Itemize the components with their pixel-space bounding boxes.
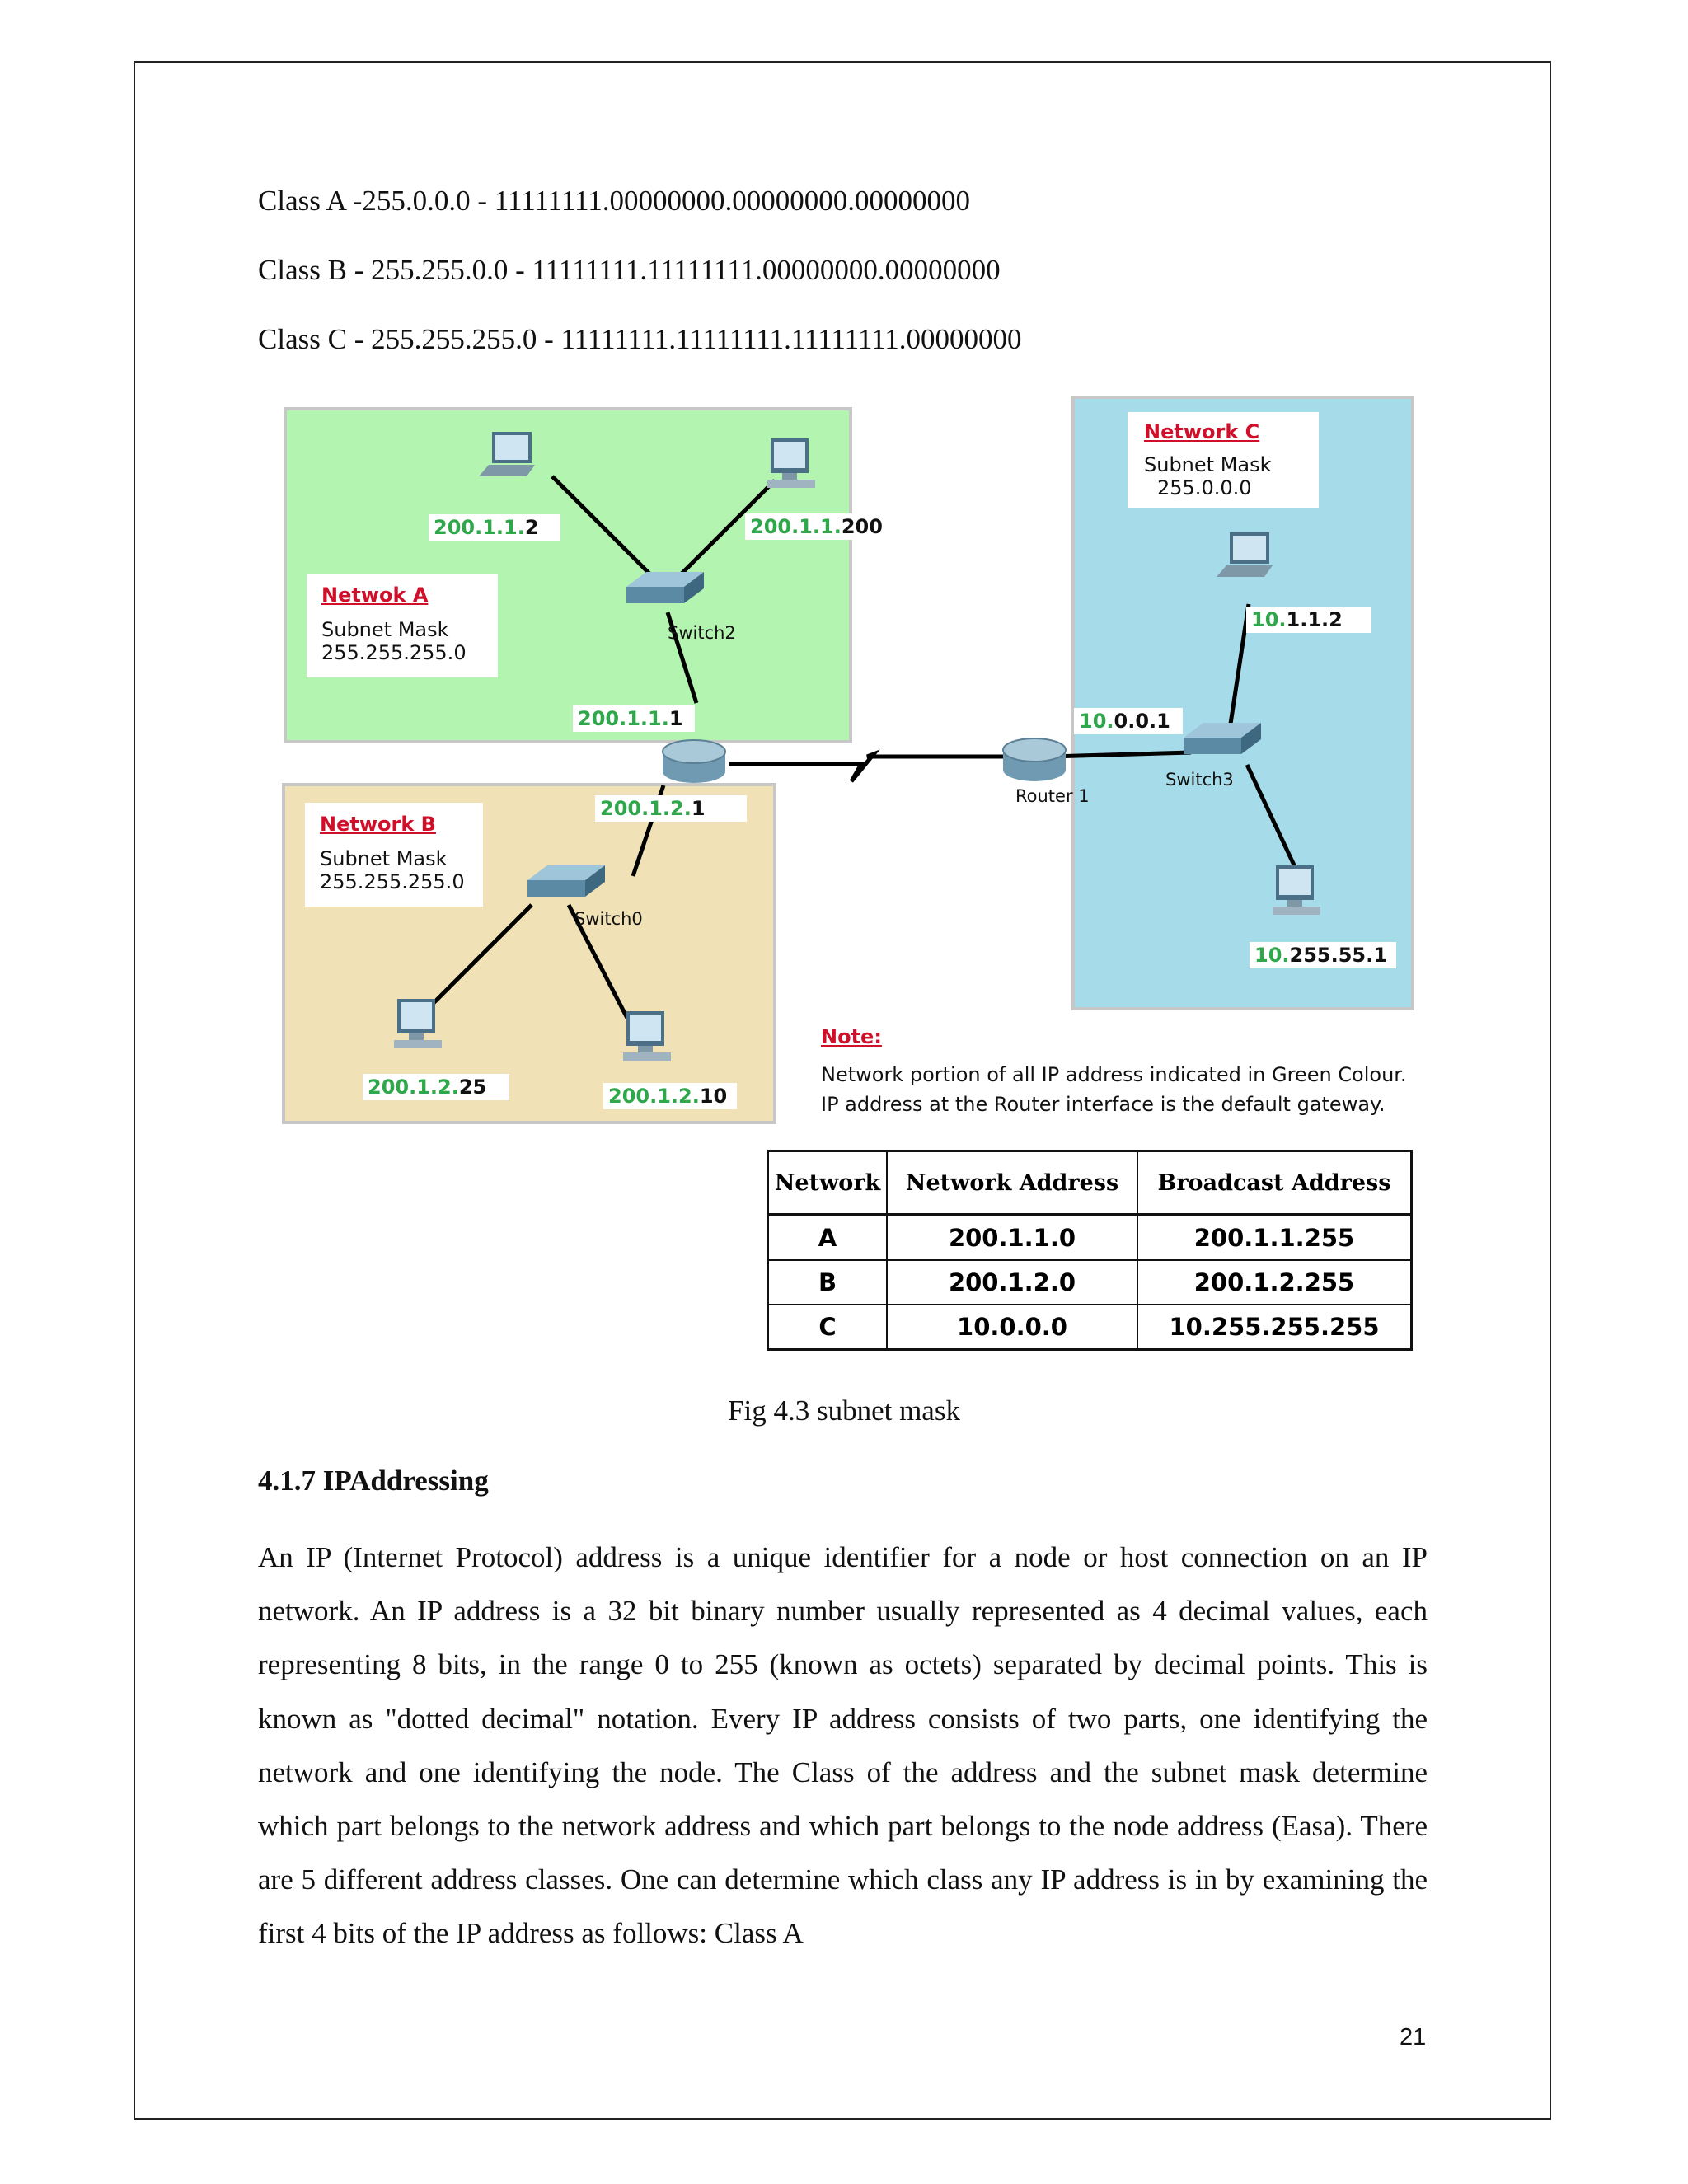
network-b-label xyxy=(305,803,483,907)
table-header: Network Address xyxy=(887,1151,1137,1216)
section-heading: 4.1.7 IPAddressing xyxy=(258,1465,489,1497)
table-cell: 200.1.2.0 xyxy=(887,1260,1137,1305)
figure-caption: Fig 4.3 subnet mask xyxy=(728,1394,960,1427)
table-cell: C xyxy=(768,1305,888,1350)
page-number: 21 xyxy=(1400,2024,1427,2050)
table-cell: A xyxy=(768,1215,888,1260)
link-router0-router1-serial xyxy=(729,754,1004,781)
network-diagram xyxy=(280,394,1418,1383)
ip-label-a-pc2: 200.1.1.200 xyxy=(745,513,874,540)
switch-icon xyxy=(1175,718,1266,767)
address-table xyxy=(767,1150,1413,1351)
link-a-pc1-switch2 xyxy=(552,476,655,579)
switch3-label: Switch3 xyxy=(1165,770,1234,790)
table-cell: 200.1.2.255 xyxy=(1137,1260,1412,1305)
laptop-icon xyxy=(1212,527,1278,593)
switch-icon xyxy=(618,567,709,616)
note-title: Note: xyxy=(821,1025,882,1048)
network-a-mask-label: Subnet Mask xyxy=(321,618,449,641)
switch2-label: Switch2 xyxy=(668,623,736,643)
class-b-mask-line: Class B - 255.255.0.0 - 11111111.11111111.00000000.00000000 xyxy=(258,254,1001,286)
router-icon xyxy=(657,733,731,791)
router-icon xyxy=(997,732,1071,790)
table-cell: 200.1.1.255 xyxy=(1137,1215,1412,1260)
network-c-label xyxy=(1128,412,1319,508)
network-b-title: Network B xyxy=(320,813,436,836)
table-cell: B xyxy=(768,1260,888,1305)
switch0-label: Switch0 xyxy=(574,909,643,929)
body-paragraph: An IP (Internet Protocol) address is a unique identifier for a node or host connection on an IP network. An IP address is a 32 bit binary number usually represented as 4 decimal values, each representing 8 bits, in the range 0 to 255 (known as octets) separated by decimal points. This is known as "dotted decimal" notation. Every IP address consists of two parts, one identifying the network and one identifying the node. The Class of the address and the subnet mask determine which part belongs to the network address and which part belongs to the node address (Easa). There are 5 different address classes. One can determine which class any IP address is in by examining the first 4 bits of the IP address as follows: Class A xyxy=(258,1541,1428,1950)
network-a-mask: 255.255.255.0 xyxy=(321,641,467,664)
table-cell: 10.0.0.0 xyxy=(887,1305,1137,1350)
table-cell: 200.1.1.0 xyxy=(887,1215,1137,1260)
ip-label-b-pc2: 200.1.2.10 xyxy=(603,1083,737,1109)
laptop-icon xyxy=(474,427,540,493)
ip-label-b-router: 200.1.2.1 xyxy=(595,795,747,822)
class-a-mask-line: Class A -255.0.0.0 - 11111111.00000000.00000000.00000000 xyxy=(258,185,970,217)
network-b-mask: 255.255.255.0 xyxy=(320,870,465,893)
table-row xyxy=(768,1305,1412,1350)
table-header-row xyxy=(768,1151,1412,1216)
desktop-pc-icon xyxy=(618,1008,676,1074)
desktop-pc-icon xyxy=(389,996,447,1062)
ip-label-c-pc1: 10.1.1.2 xyxy=(1246,607,1372,633)
class-c-mask-line: Class C - 255.255.255.0 - 11111111.11111111.11111111.00000000 xyxy=(258,323,1022,355)
ip-label-c-pc2: 10.255.55.1 xyxy=(1250,942,1396,968)
ip-label-b-pc1: 200.1.2.25 xyxy=(363,1074,509,1100)
desktop-pc-icon xyxy=(762,435,820,501)
table-row xyxy=(768,1260,1412,1305)
network-a-title: Netwok A xyxy=(321,583,429,607)
table-row xyxy=(768,1215,1412,1260)
note-line-2: IP address at the Router interface is the default gateway. xyxy=(821,1093,1386,1116)
switch-icon xyxy=(519,860,610,910)
link-router1-switch3 xyxy=(1051,752,1191,757)
diagram-note xyxy=(821,1025,1407,1116)
table-header: Network xyxy=(768,1151,888,1216)
table-cell: 10.255.255.255 xyxy=(1137,1305,1412,1350)
network-b-mask-label: Subnet Mask xyxy=(320,847,448,870)
link-switch0-b-pc1 xyxy=(433,905,532,1004)
network-c-title: Network C xyxy=(1144,420,1260,443)
network-c-mask: 255.0.0.0 xyxy=(1157,476,1252,499)
ip-label-c-router: 10.0.0.1 xyxy=(1074,708,1183,734)
router1-label: Router 1 xyxy=(1015,786,1090,806)
ip-label-a-router: 200.1.1.1 xyxy=(573,705,695,732)
network-c-mask-label: Subnet Mask xyxy=(1144,453,1272,476)
ip-label-a-pc1: 200.1.1.2 xyxy=(429,514,560,541)
table-header: Broadcast Address xyxy=(1137,1151,1412,1216)
network-a-label xyxy=(307,574,498,677)
link-switch3-c-pc2 xyxy=(1247,765,1296,870)
desktop-pc-icon xyxy=(1268,862,1325,928)
note-line-1: Network portion of all IP address indicated in Green Colour. xyxy=(821,1063,1407,1086)
